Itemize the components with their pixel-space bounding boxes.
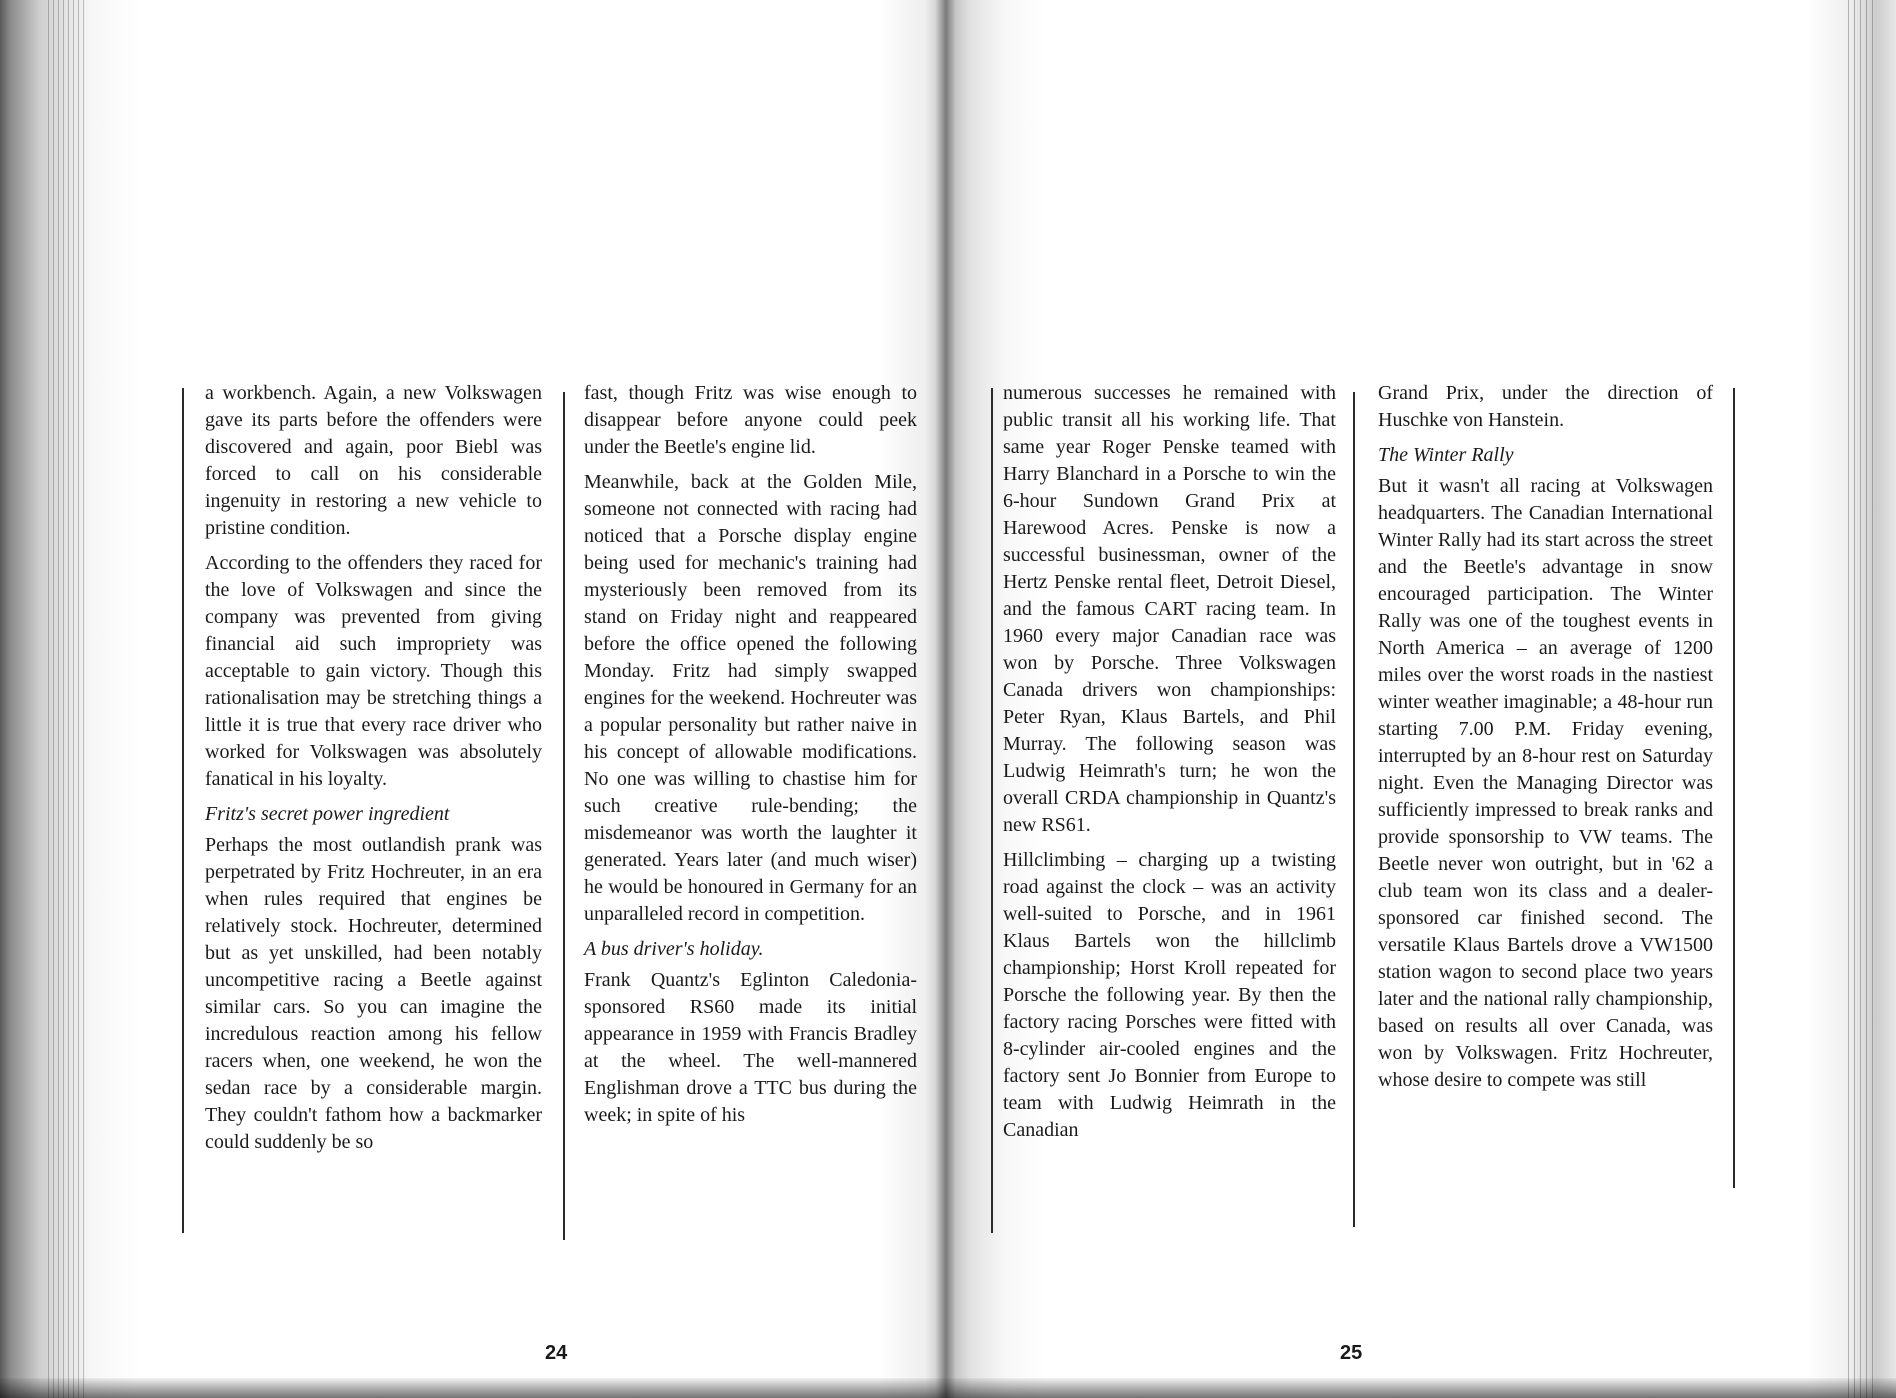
section-heading: The Winter Rally	[1378, 444, 1514, 466]
page-edge-stack	[48, 0, 88, 1398]
paragraph: a workbench. Again, a new Volkswagen gave its parts before the offenders were discovered and again, poor Biebl was forced to call on his considerable ingenuity in restoring a new vehicle to pristine condition.	[205, 382, 542, 539]
column-rule	[563, 392, 565, 1240]
column-rule	[991, 388, 993, 1233]
left-column-1	[205, 380, 542, 1164]
bottom-shadow	[0, 1378, 1896, 1398]
paragraph: numerous successes he remained with public transit all his working life. That same year Roger Penske teamed with Harry Blanchard in a Porsche to win the 6-hour Sundown Grand Prix at Harewood Acres. Penske is now a successful businessman, owner of the Hertz Penske rental fleet, Detroit Diesel, and the famous CART racing team. In 1960 every major Canadian race was won by Porsche. Three Volkswagen Canada drivers won championships: Peter Ryan, Klaus Bartels, and Phil Murray. The following season was Ludwig Heimrath's turn; he won the overall CRDA championship in Quantz's new RS61.	[1003, 382, 1336, 836]
paragraph: fast, though Fritz was wise enough to disappear before anyone could peek under the Beetle's engine lid.	[584, 382, 917, 458]
right-column-1	[1003, 380, 1336, 1152]
paragraph: According to the offenders they raced for the love of Volkswagen and since the company was prevented from giving financial aid such impropriety was acceptable to gain victory. Though this rationalisation may be stretching things a little it is true that every race driver who worked for Volkswagen was absolutely fanatical in his loyalty.	[205, 552, 542, 790]
section-heading: A bus driver's holiday.	[584, 938, 764, 960]
paragraph: But it wasn't all racing at Volkswagen headquarters. The Canadian International Winter Rally had its start across the street and the Beetle's advantage in snow encouraged participation. The Winter Rally was one of the toughest events in North America – an average of 1200 miles over the worst roads in the nastiest winter weather imaginable; a 48-hour run starting 7.00 P.M. Friday evening, interrupted by an 8-hour rest on Saturday night. Even the Managing Director was sufficiently impressed to break ranks and provide sponsorship to VW teams. The Beetle never won outright, but in '62 a club team won its class and a dealer-sponsored car finished second. The versatile Klaus Bartels drove a VW1500 station wagon to second place two years later and the national rally championship, based on results all over Canada, was won by Volkswagen. Fritz Hochreuter, whose desire to compete was still	[1378, 475, 1713, 1091]
left-column-2	[584, 380, 917, 1137]
right-column-2	[1378, 380, 1713, 1102]
column-rule	[1733, 388, 1735, 1188]
paragraph: Meanwhile, back at the Golden Mile, someone not connected with racing had noticed that a Porsche display engine being used for mechanic's training had mysteriously been removed from its stand on Friday night and reappeared before the office opened the following Monday. Fritz had simply swapped engines for the weekend. Hochreuter was a popular personality but rather naive in his concept of allowable modifications. No one was willing to chastise him for such creative rule-bending; the misdemeanor was worth the laughter it generated. Years later (and much wiser) he would be honoured in Germany for an unparalleled record in competition.	[584, 471, 917, 925]
paragraph: Frank Quantz's Eglinton Caledonia-sponsored RS60 made its initial appearance in 1959 with Francis Bradley at the wheel. The well-mannered Englishman drove a TTC bus during the week; in spite of his	[584, 969, 917, 1126]
book-gutter	[936, 0, 956, 1398]
paragraph: Grand Prix, under the direction of Huschke von Hanstein.	[1378, 382, 1713, 431]
paragraph: Hillclimbing – charging up a twisting road against the clock – was an activity well-suited to Porsche, and in 1961 Klaus Bartels won the hillclimb championship; Horst Kroll repeated for Porsche the following year. By then the factory racing Porsches were fitted with 8-cylinder air-cooled engines and the factory sent Jo Bonnier from Europe to team with Ludwig Heimrath in the Canadian	[1003, 849, 1336, 1141]
column-rule	[182, 388, 184, 1233]
page-number-right: 25	[1340, 1342, 1363, 1364]
page-number-left: 24	[545, 1342, 568, 1364]
paragraph: Perhaps the most outlandish prank was perpetrated by Fritz Hochreuter, in an era when rules required that engines be relatively stock. Hochreuter, determined but as yet unskilled, had been notably uncompetitive racing a Beetle against similar cars. So you can imagine the incredulous reaction among his fellow racers when, one weekend, he won the sedan race by a considerable margin. They couldn't fathom how a backmarker could suddenly be so	[205, 834, 542, 1153]
section-heading: Fritz's secret power ingredient	[205, 803, 450, 825]
page-edge-stack	[1848, 0, 1878, 1398]
column-rule	[1353, 392, 1355, 1227]
